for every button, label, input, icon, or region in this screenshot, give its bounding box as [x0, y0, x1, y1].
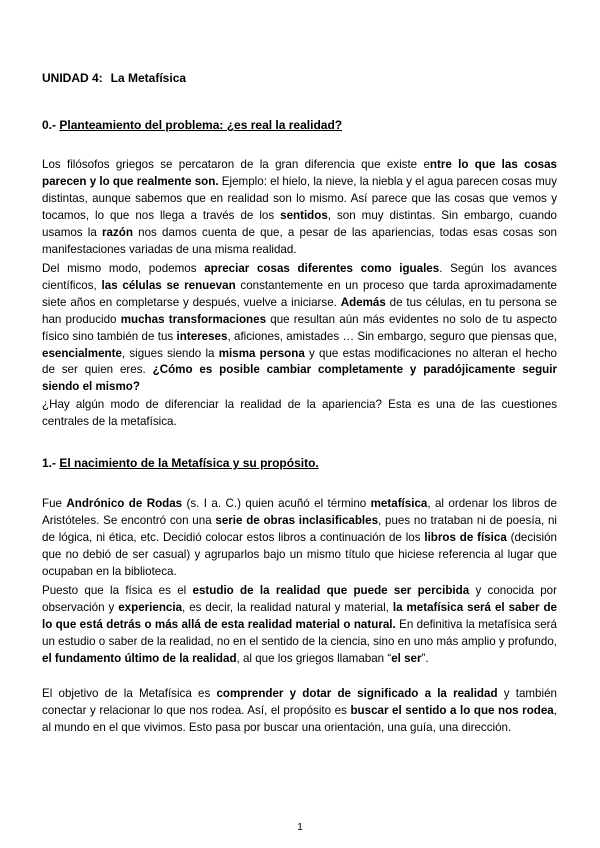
bold-phrase: muchas transformaciones	[120, 312, 267, 326]
bold-phrase: metafísica	[370, 497, 428, 510]
bold-phrase: Andrónico de Rodas	[66, 497, 183, 510]
section-title-1: El nacimiento de la Metafísica y su propósito.	[59, 456, 319, 470]
text-run: , son muy distintas. Sin embargo, cuando usamos la	[42, 208, 557, 239]
paragraph-appearance-vs-reality	[42, 157, 557, 258]
bold-phrase: misma persona	[218, 346, 305, 360]
bold-phrase: buscar el sentido a lo que nos rodea	[350, 703, 554, 717]
text-run: , es decir, la realidad natural y material,	[182, 600, 393, 614]
text-run: y conocida por observación y	[42, 584, 557, 614]
section-title-0: Planteamiento del problema: ¿es real la realidad?	[59, 118, 343, 132]
paragraph-cells-renewal	[42, 261, 557, 396]
text-run: Ejemplo: el hielo, la nieve, la niebla y el agua parecen cosas muy distintas, aunque sabemos que en realidad son lo mismo. Así parece que las cosas que vemos y tocamos, lo que nos llega a través de los	[42, 174, 557, 222]
paragraph-question-metaphysics	[42, 397, 557, 431]
text-run: de tus células, en tu persona se han producido	[42, 295, 557, 326]
section-number-1: 1.-	[42, 456, 57, 470]
unit-title-name: La Metafísica	[110, 71, 187, 85]
bold-phrase: comprender y dotar de significado a la realidad	[216, 687, 498, 700]
text-run: y también conectar y relacionar lo que nos rodea. Así, el propósito es	[42, 687, 557, 717]
bold-phrase: el fundamento último de la realidad	[42, 651, 237, 665]
text-run: , sigues siendo la	[121, 346, 219, 360]
paragraph-objective	[42, 686, 557, 737]
unit-title-prefix: UNIDAD 4:	[42, 71, 103, 85]
text-run: ¿Hay algún modo de diferenciar la realidad de la apariencia? Esta es una de las cuestiones centrales de la metafísica.	[42, 398, 557, 428]
bold-phrase: experiencia	[118, 600, 183, 614]
text-run: , aficiones, amistades … Sin embargo, seguro que piensas que,	[227, 329, 557, 343]
section-number-0: 0.-	[42, 118, 57, 132]
text-run: En definitiva la metafísica será un estudio o saber de la realidad, no en el sentido de la ciencia, sino en uno más amplio y profundo,	[42, 617, 557, 648]
bold-phrase: ntre lo que las cosas parecen y lo que realmente son.	[42, 158, 557, 188]
text-run: nos damos cuenta de que, a pesar de las apariencias, todas esas cosas son manifestaciones variadas de una misma realidad.	[42, 225, 558, 256]
bold-phrase: el ser	[391, 651, 422, 665]
paragraph-physics-metaphysics	[42, 583, 557, 668]
text-run: . Según los avances científicos,	[42, 262, 557, 292]
bold-phrase: intereses	[176, 329, 228, 343]
text-run: Puesto que la física es el	[42, 584, 193, 597]
text-run: constantemente en un proceso que tarda aproximadamente siete años en completarse y después, vuelve a iniciarse.	[42, 278, 557, 309]
text-run: , pues no trataban ni de poesía, ni de lógica, ni ética, etc. Decidió colocar estos libros a continuación de los	[42, 513, 558, 544]
text-run: Los filósofos griegos se percataron de la gran diferencia que existe e	[42, 158, 430, 171]
text-run: que resultan aún más evidentes no solo de tu aspecto físico sino también de tus	[42, 312, 557, 343]
bold-phrase: serie de obras inclasificables	[215, 513, 379, 527]
text-run: (decisión que no debió de ser casual) y agruparlos bajo un mismo título que hiciese referencia al lugar que ocupaban en la biblioteca.	[42, 530, 557, 578]
section-heading-1	[42, 456, 319, 470]
text-run: , al mundo en el que vivimos. Esto pasa por buscar una orientación, una guía, una dirección.	[42, 703, 557, 734]
text-run: y que estas modificaciones no alteran el hecho de ser quien eres.	[42, 346, 558, 377]
bold-phrase: sentidos	[280, 208, 328, 222]
bold-phrase: estudio de la realidad que puede ser percibida	[192, 584, 470, 597]
bold-phrase: razón	[102, 225, 133, 239]
unit-title	[42, 71, 186, 85]
bold-phrase: ¿Cómo es posible cambiar completamente y paradójicamente seguir siendo el mismo?	[42, 363, 557, 394]
bold-phrase: apreciar cosas diferentes como iguales	[204, 262, 440, 275]
text-run: El objetivo de la Metafísica es	[42, 687, 217, 700]
bold-phrase: las células se renuevan	[101, 278, 236, 292]
paragraph-andronicus	[42, 496, 557, 581]
bold-phrase: Además	[340, 295, 386, 309]
section-heading-0	[42, 118, 342, 132]
text-run: Del mismo modo, podemos	[42, 262, 205, 275]
bold-phrase: esencialmente	[42, 346, 122, 360]
text-run: , al que los griegos llamaban “	[236, 651, 392, 665]
page-number: 1	[297, 822, 303, 833]
bold-phrase: la metafísica será el saber de lo que está detrás o más allá de esta realidad material o natural.	[42, 600, 557, 631]
text-run: , al ordenar los libros de Aristóteles. Se encontró con una	[42, 497, 557, 527]
text-run: ”.	[421, 651, 429, 665]
text-run: Fue	[42, 497, 67, 510]
text-run: (s. I a. C.) quien acuñó el término	[182, 497, 371, 510]
bold-phrase: libros de física	[424, 530, 507, 544]
